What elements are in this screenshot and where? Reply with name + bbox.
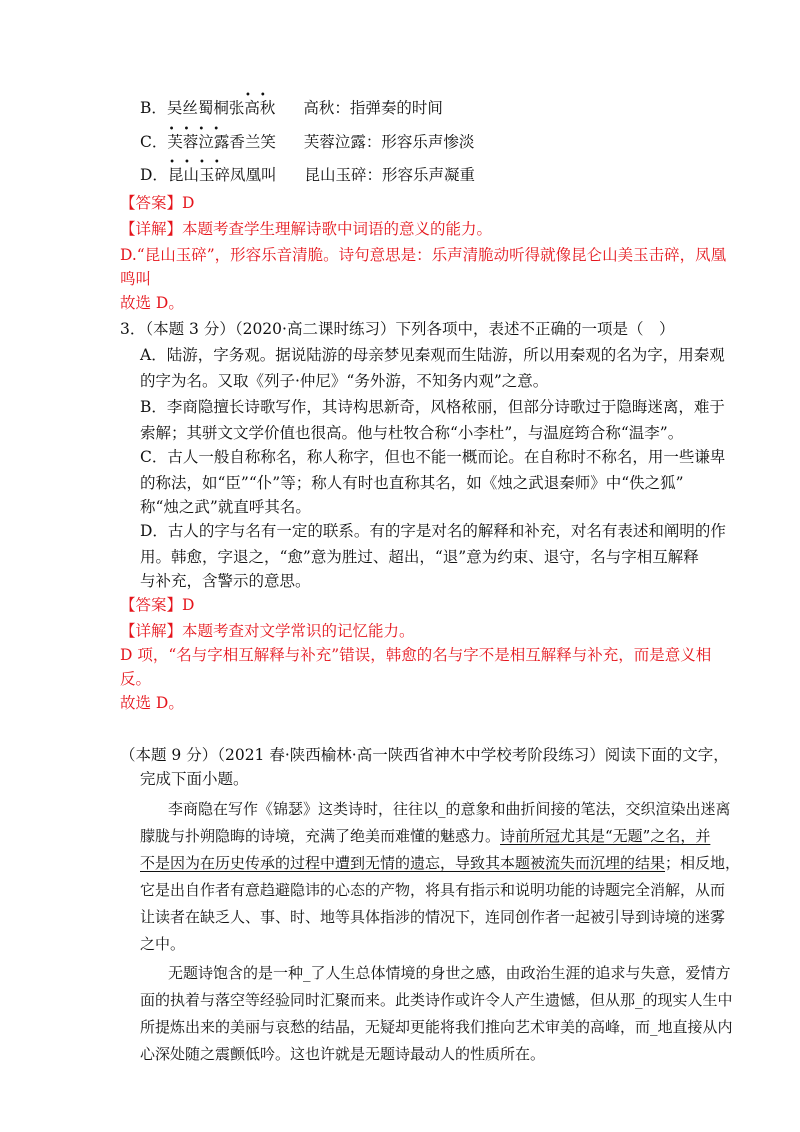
q3-stem: 3．（本题 3 分）（2020·高二课时练习）下列各项中，表述不正确的一项是（ ） xyxy=(120,320,675,338)
q3-option-b-line-2: 索解；其骈文文学价值也很高。他与杜牧合称“小李杜”，与温庭筠合称“温李”。 xyxy=(140,424,684,442)
passage-p2-line-2: 面的执着与落空等经验同时汇聚而来。此类诗作或许令人产生遗憾，但从那_的现实人生中 xyxy=(140,991,733,1009)
option-c-dotted-word: •••• 芙蓉泣露 xyxy=(167,124,230,151)
answer-label: 【答案】 xyxy=(120,596,183,614)
q3-option-b-line-1: B．李商隐擅长诗歌写作，其诗构思新奇，风格秾丽，但部分诗歌过于隐晦迷离，难于 xyxy=(140,398,725,416)
passage-p1-line-3: 不是因为在历史传承的过程中遭到无情的遗忘，导致其本题被流失而沉埋的结果；相反地， xyxy=(140,854,741,872)
answer-value: D xyxy=(182,596,195,614)
passage-p2-line-3: 所提炼出来的美丽与哀愁的结晶，无疑却更能将我们推向艺术审美的高峰，而_地直接从内 xyxy=(140,1018,733,1036)
q2-conclusion: 故选 D。 xyxy=(120,294,184,312)
option-d-dotted-word: •••• 昆山玉碎 xyxy=(167,157,230,184)
q2-detail xyxy=(120,218,492,240)
option-b xyxy=(140,90,443,119)
option-c-letter: C． xyxy=(140,133,168,151)
passage-p1-line-4: 它是出自作者有意趋避隐讳的心态的产物，将具有指示和说明功能的诗题完全消解，从而 xyxy=(140,881,726,899)
option-b-prefix: B．吴丝蜀桐张 xyxy=(140,99,245,117)
answer-value: D xyxy=(182,194,195,212)
passage-p1-line-6: 之中。 xyxy=(140,935,186,953)
q3-option-d-line-2: 用。韩愈，字退之，“愈”意为胜过、超出，“退”意为约束、退守，名与字相互解释 xyxy=(140,548,699,566)
passage-p1-line-1: 李商隐在写作《锦瑟》这类诗时，往往以_的意象和曲折间接的笔法，交织渲染出迷离 xyxy=(168,800,731,818)
q3-explanation-line-2: 反。 xyxy=(120,670,152,688)
q4-stem-line-2: 完成下面小题。 xyxy=(140,770,249,788)
q3-option-d-line-3: 与补充，含警示的意思。 xyxy=(140,572,311,590)
passage-p2-line-1: 无题诗饱含的是一种_了人生总体情境的身世之感，由政治生涯的追求与失意，爱情方 xyxy=(168,964,731,982)
option-b-note: 高秋：指弹奏的时间 xyxy=(303,99,443,117)
underlined-sentence: 不是因为在历史传承的过程中遭到无情的遗忘，导致其本题被流失而沉埋的结果 xyxy=(140,854,666,872)
passage-p2-line-4: 心深处随之震颤低吟。这也许就是无题诗最动人的性质所在。 xyxy=(140,1045,546,1063)
q3-explanation-line-1: D 项，“名与字相互解释与补充”错误，韩愈的名与字不是相互解释与补充，而是意义相 xyxy=(120,646,712,664)
q3-option-c-line-1: C．古人一般自称称名，称人称字，但也不能一概而论。在自称时不称名，用一些谦卑 xyxy=(140,448,726,466)
option-d-letter: D． xyxy=(140,166,168,184)
option-c-suffix: 香兰笑 xyxy=(229,133,276,151)
emphasis-dots: •••• xyxy=(169,157,229,168)
option-d-note: 昆山玉碎：形容乐声凝重 xyxy=(304,166,475,184)
answer-label: 【答案】 xyxy=(120,194,183,212)
q2-answer xyxy=(120,192,194,214)
option-d xyxy=(140,157,475,186)
passage-p1-line-5: 让读者在缺乏人、事、时、地等具体指涉的情况下，连同创作者一起被引导到诗境的迷雾 xyxy=(140,908,726,926)
passage-p1-line-2: 朦胧与扑朔隐晦的诗境，充满了绝美而难懂的魅惑力。诗前所冠尤其是“无题”之名，并 xyxy=(140,827,711,845)
detail-text: 本题考查对文学常识的记忆能力。 xyxy=(182,622,415,640)
q3-answer xyxy=(120,594,194,616)
q3-option-a-line-2: 的字为名。又取《列子·仲尼》“务外游，不知务内观”之意。 xyxy=(140,372,549,390)
underlined-sentence: 诗前所冠尤其是“无题”之名，并 xyxy=(500,827,711,845)
q3-conclusion: 故选 D。 xyxy=(120,694,184,712)
emphasis-dots: •••• xyxy=(168,124,229,135)
q3-option-c-line-3: 称“烛之武”就直呼其名。 xyxy=(140,498,311,516)
q3-detail xyxy=(120,620,415,642)
option-b-dotted-word: •• 高秋 xyxy=(244,90,276,117)
option-c-note: 芙蓉泣露：形容乐声惨淡 xyxy=(303,133,475,151)
q3-option-a-line-1: A．陆游，字务观。据说陆游的母亲梦见秦观而生陆游，所以用秦观的名为字，用秦观 xyxy=(140,346,725,364)
option-c xyxy=(140,124,475,153)
option-d-suffix: 凤凰叫 xyxy=(229,166,277,184)
q2-explanation-line-2: 鸣叫 xyxy=(120,270,152,288)
q4-stem-line-1: （本题 9 分）（2021 春·陕西榆林·高一陕西省神木中学校考阶段练习）阅读下面的文字， xyxy=(120,746,729,764)
q3-option-c-line-2: 的称法，如“臣”“仆”等；称人有时也直称其名，如《烛之武退秦师》中“佚之狐” xyxy=(140,474,684,492)
detail-label: 【详解】 xyxy=(120,220,183,238)
emphasis-dots: •• xyxy=(245,90,275,101)
q3-option-d-line-1: D．古人的字与名有一定的联系。有的字是对名的解释和补充，对名有表述和阐明的作 xyxy=(140,522,726,540)
q2-explanation-line-1: D.“昆山玉碎”，形容乐音清脆。诗句意思是：乐声清脆动听得就像昆仑山美玉击碎，凤凰 xyxy=(120,246,727,264)
detail-text: 本题考查学生理解诗歌中词语的意义的能力。 xyxy=(182,220,493,238)
detail-label: 【详解】 xyxy=(120,622,183,640)
